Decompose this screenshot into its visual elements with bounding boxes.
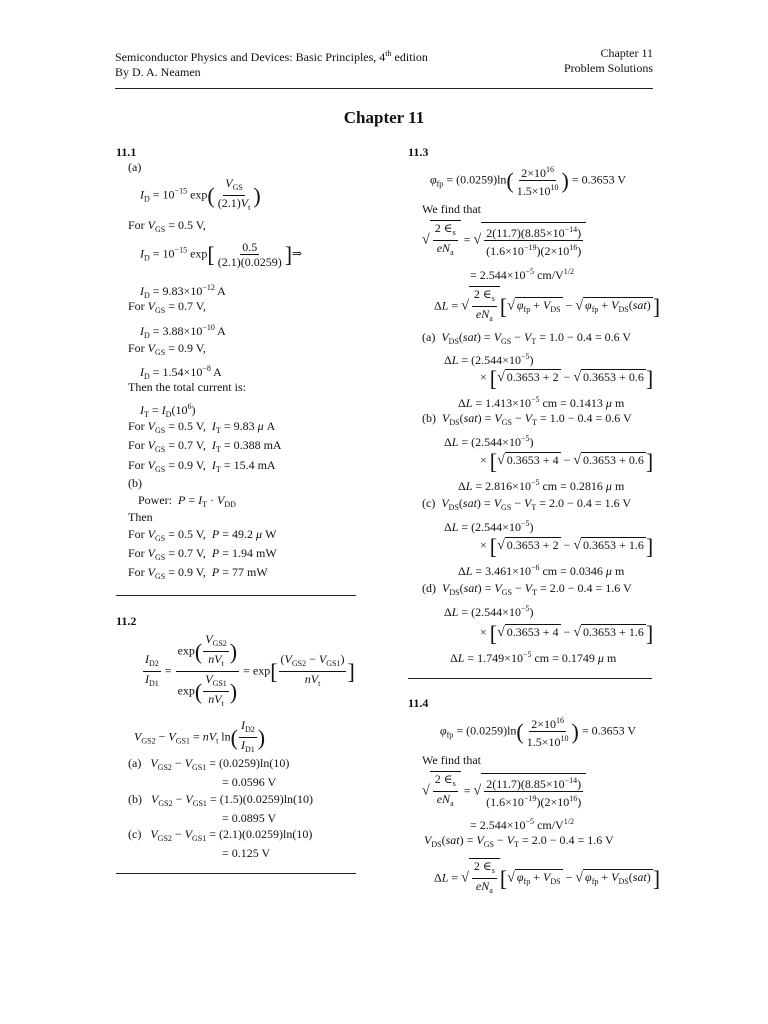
it-vgs-05: For $V_{GS} = 0.5$ V, $I_T = 9.83$ μ A	[128, 419, 276, 435]
case-c-11-3: (c) $V_{DS}(sat) = V_{GS} - V_T = 2.0 - 0.4 = 1.6$ V	[422, 496, 632, 512]
case-b-11-3-bracket: × [√ 0.3653 + 4 − √ 0.3653 + 0.6]	[480, 448, 654, 474]
case-a-11-2-result: = 0.0596 V	[222, 775, 277, 789]
result-id-05: $I_D = 9.83\times 10^{-12}$ A	[140, 283, 226, 300]
it-vgs-07: For $V_{GS} = 0.7$ V, $I_T = 0.388$ mA	[128, 438, 282, 454]
case-a-11-3-dl: $\Delta L = (2.544\times 10^{-5})$	[444, 352, 534, 367]
case-a-11-3-result: $\Delta L = 1.413\times 10^{-5}$ cm = 0.1413 μ m	[458, 395, 625, 410]
case-a-11-2: (a) $V_{GS2} - V_{GS1} = (0.0259)\ln(10)$	[128, 756, 290, 772]
problem-11-1-number: 11.1	[116, 145, 137, 159]
power-label: Power:	[138, 493, 172, 507]
p-vgs-09: For $V_{GS} = 0.9$ V, P = 77 mW	[128, 565, 268, 581]
vds-sat-11-4: $V_{DS}(sat) = V_{GS} - V_T = 2.0 - 0.4 = 1.6$ V	[424, 833, 614, 849]
case-c-11-2-result: = 0.125 V	[222, 846, 271, 860]
then-total-current: Then the total current is:	[128, 380, 246, 394]
problem-11-2-number: 11.2	[116, 614, 137, 628]
case-a-11-3: (a) $V_{DS}(sat) = V_{GS} - V_T = 1.0 - 0.4 = 0.6$ V	[422, 330, 632, 346]
problem-11-4-number: 11.4	[408, 696, 429, 710]
edition-superscript: th	[385, 49, 392, 58]
case-b-11-3: (b) $V_{DS}(sat) = V_{GS} - V_T = 1.0 - 0.4 = 0.6$ V	[422, 411, 632, 427]
eq-current-ratio: $\frac{I_{D2}}{I_{D1}}$ = exp( $\frac{V_{GS2}}{nV_t}$ ) exp( $\frac{V_{GS1}}{nV_t}$ ) = exp[ $\frac{(V_{GS2} - V_{GS1})}{nV_t}$ ]	[145, 632, 355, 708]
eq-sqrt-11-3: √ $\frac{2 \in_s}{eN_a}$ = √ $\frac{2(11.7)(8.85\times 10^{-14})}{(1.6\times 10^{-19})(2\times 10^{16})}$	[422, 220, 586, 260]
divider-11-3	[408, 678, 652, 679]
divider-11-1	[116, 595, 356, 596]
power-eq: Power: $P = I_T \cdot V_{DD}$	[138, 493, 236, 509]
eq-vgs-difference: $V_{GS2} - V_{GS1} = nV_t$ ln( $\frac{I_{D2}}{I_{D1}}$ )	[134, 718, 266, 754]
p-vgs-05: For $V_{GS} = 0.5$ V, P = 49.2 μ W	[128, 527, 277, 543]
case-c-11-3-result: $\Delta L = 3.461\times 10^{-6}$ cm = 0.0346 μ m	[458, 563, 625, 578]
page-title: Chapter 11	[343, 108, 425, 127]
chapter-header	[564, 46, 653, 76]
sqrt-result-11-3: = $2.544\times 10^{-5}$ $cm/V^{1/2}$	[470, 267, 574, 282]
case-d-11-3-result: $\Delta L = 1.749\times 10^{-5}$ cm = 0.1749 μ m	[450, 650, 617, 665]
p-vgs-07: For $V_{GS} = 0.7$ V, P = 1.94 mW	[128, 546, 277, 562]
eq-phi-fp-11-4: $\varphi_{fp} = (0.0259)\ln$( $\frac{2\times 10^{16}}{1.5\times 10^{10}}$ ) = 0.3653 V	[440, 716, 637, 749]
for-vgs-09-line: For $V_{GS} = 0.9$ V,	[128, 341, 206, 357]
author: By D. A. Neamen	[115, 65, 201, 79]
eq-sqrt-11-4: √ $\frac{2 \in_s}{eN_a}$ = √ $\frac{2(11.7)(8.85\times 10^{-14})}{(1.6\times 10^{-19})(2\times 10^{16})}$	[422, 771, 586, 811]
it-vgs-09: For $V_{GS} = 0.9$ V, $I_T = 15.4$ mA	[128, 458, 276, 474]
case-d-11-3-dl: $\Delta L = (2.544\times 10^{-5})$	[444, 604, 534, 619]
chapter-label: Chapter 11	[600, 46, 653, 60]
case-b-11-3-dl: $\Delta L = (2.544\times 10^{-5})$	[444, 434, 534, 449]
result-id-09: $I_D = 1.54\times 10^{-8}$ A	[140, 364, 222, 381]
divider-11-2	[116, 873, 356, 874]
for-vgs-07-line: For $V_{GS} = 0.7$ V,	[128, 299, 206, 315]
part-a-label: (a)	[128, 160, 142, 174]
book-title: Semiconductor Physics and Devices: Basic Principles, 4	[115, 50, 386, 64]
eq-delta-l-11-3: ΔL = √ $\frac{2 \in_s}{eN_a}$ [√ $\varphi_{fp} + V_{DS}$ − √ $\varphi_{fp} + V_{DS}(sat)$]	[434, 286, 660, 326]
then-label: Then	[128, 510, 153, 524]
eq-delta-l-11-4: ΔL = √ $\frac{2 \in_s}{eN_a}$ [√ $\varphi_{fp} + V_{DS}$ − √ $\varphi_{fp} + V_{DS}(sat)$]	[434, 858, 660, 898]
case-a-11-3-bracket: × [√ 0.3653 + 2 − √ 0.3653 + 0.6]	[480, 365, 654, 391]
case-c-11-3-bracket: × [√ 0.3653 + 2 − √ 0.3653 + 1.6]	[480, 533, 654, 559]
we-find-11-3: We find that	[422, 202, 482, 216]
edition-word: edition	[391, 50, 428, 64]
problem-11-3-number: 11.3	[408, 145, 429, 159]
sqrt-result-11-4: = $2.544\times 10^{-5}$ $cm/V^{1/2}$	[470, 817, 574, 832]
for-vgs-05-line: For $V_{GS} = 0.5$ V,	[128, 218, 206, 234]
eq-phi-fp-11-3: $\varphi_{fp} = (0.0259)\ln$( $\frac{2\times 10^{16}}{1.5\times 10^{10}}$ ) = 0.3653 V	[430, 165, 627, 198]
result-id-07: $I_D = 3.88\times 10^{-10}$ A	[140, 323, 226, 340]
header-rule	[115, 88, 653, 89]
eq-id-general: $I_D = 10^{-15}$ exp( $\frac{V_{GS}}{(2.1)V_t}$ )	[140, 176, 261, 212]
section-label: Problem Solutions	[563, 61, 653, 75]
we-find-11-4: We find that	[422, 753, 482, 767]
case-b-11-2-result: = 0.0895 V	[222, 811, 277, 825]
eq-id-05: $I_D = 10^{-15}$ exp[ $\frac{0.5}{(2.1)(0.0259)}$ ]⇒	[140, 240, 303, 269]
case-c-11-3-dl: $\Delta L = (2.544\times 10^{-5})$	[444, 519, 534, 534]
case-b-11-3-result: $\Delta L = 2.816\times 10^{-5}$ cm = 0.2816 μ m	[458, 478, 625, 493]
part-b-label: (b)	[128, 476, 142, 490]
eq-total-current: $I_T = I_D(10^6)$	[140, 402, 196, 419]
case-d-11-3-bracket: × [√ 0.3653 + 4 − √ 0.3653 + 1.6]	[480, 620, 654, 646]
case-d-11-3: (d) $V_{DS}(sat) = V_{GS} - V_T = 2.0 - 0.4 = 1.6$ V	[422, 581, 632, 597]
book-header	[115, 46, 428, 80]
case-c-11-2: (c) $V_{GS2} - V_{GS1} = (2.1)(0.0259)\ln(10)$	[128, 827, 313, 843]
case-b-11-2: (b) $V_{GS2} - V_{GS1} = (1.5)(0.0259)\ln(10)$	[128, 792, 314, 808]
